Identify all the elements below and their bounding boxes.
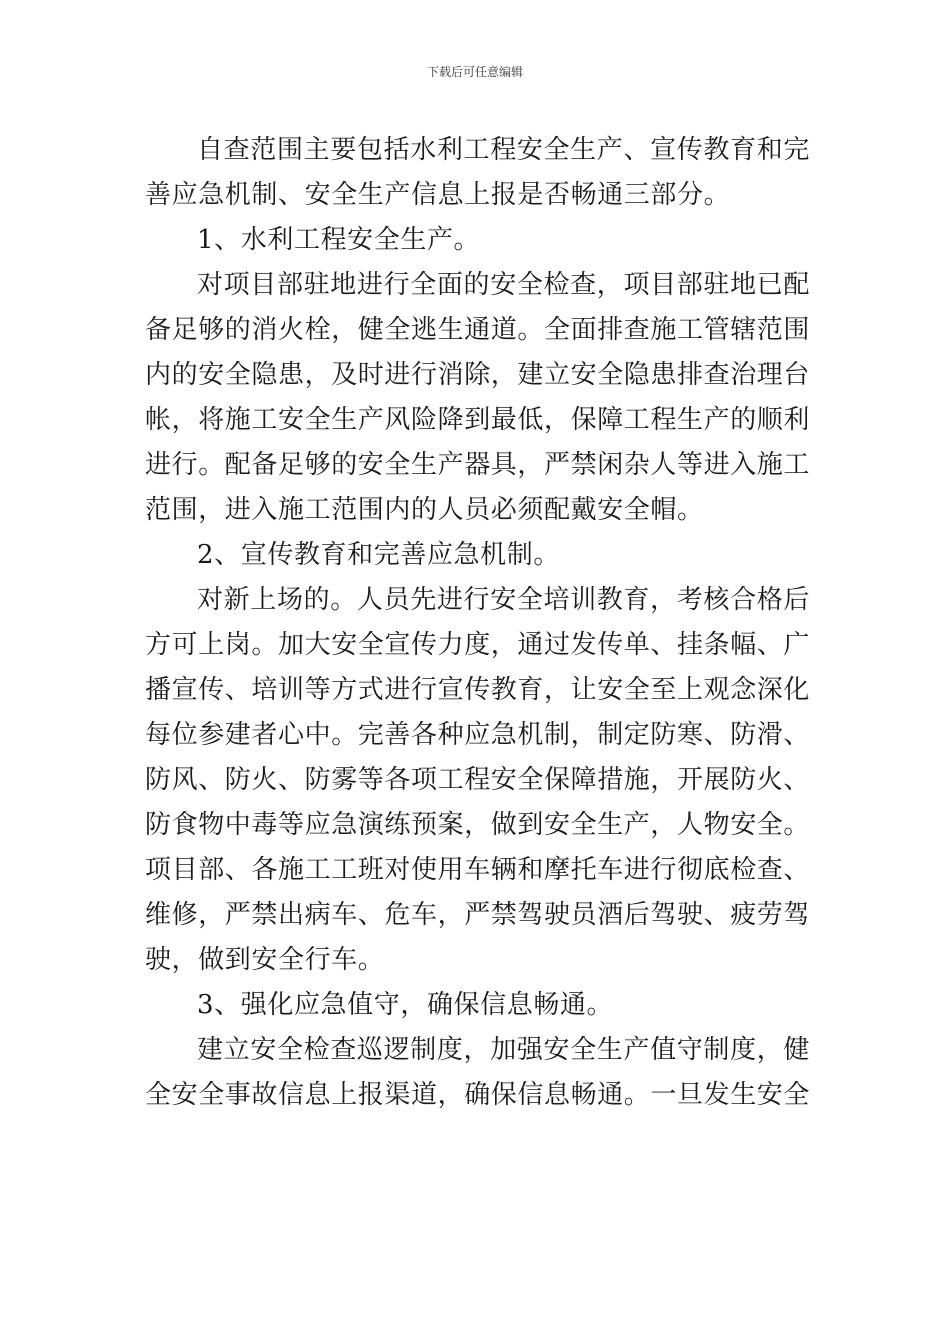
document-body [145,128,810,1118]
section-heading-1: 1、水利工程安全生产。 [197,225,481,255]
page-header-note: 下载后可任意编辑 [426,65,523,79]
paragraph-intro: 自查范围主要包括水利工程安全生产、宣传教育和完善应急机制、安全生产信息上报是否畅通三部分。 [145,135,810,210]
paragraph-section-2: 对新上场的。人员先进行安全培训教育，考核合格后方可上岗。加大安全宣传力度，通过发传单、挂条幅、广播宣传、培训等方式进行宣传教育，让安全至上观念深化每位参建者心中。完善各种应急机制，制定防寒、防滑、防风、防火、防雾等各项工程安全保障措施，开展防火、防食物中毒等应急演练预案，做到安全生产，人物安全。项目部、各施工工班对使用车辆和摩托车进行彻底检查、维修，严禁出病车、危车，严禁驾驶员酒后驾驶、疲劳驾驶，做到安全行车。 [145,585,811,975]
section-heading-2: 2、宣传教育和完善应急机制。 [197,540,560,570]
paragraph-section-3: 建立安全检查巡逻制度，加强安全生产值守制度，健全安全事故信息上报渠道，确保信息畅通。一旦发生安全 [145,1035,811,1110]
section-heading-3: 3、强化应急值守，确保信息畅通。 [197,990,614,1020]
paragraph-section-1: 对项目部驻地进行全面的安全检查，项目部驻地已配备足够的消火栓，健全逃生通道。全面排查施工管辖范围内的安全隐患，及时进行消除，建立安全隐患排查治理台帐，将施工安全生产风险降到最低，保障工程生产的顺利进行。配备足够的安全生产器具，严禁闲杂人等进入施工范围，进入施工范围内的人员必须配戴安全帽。 [145,270,811,525]
